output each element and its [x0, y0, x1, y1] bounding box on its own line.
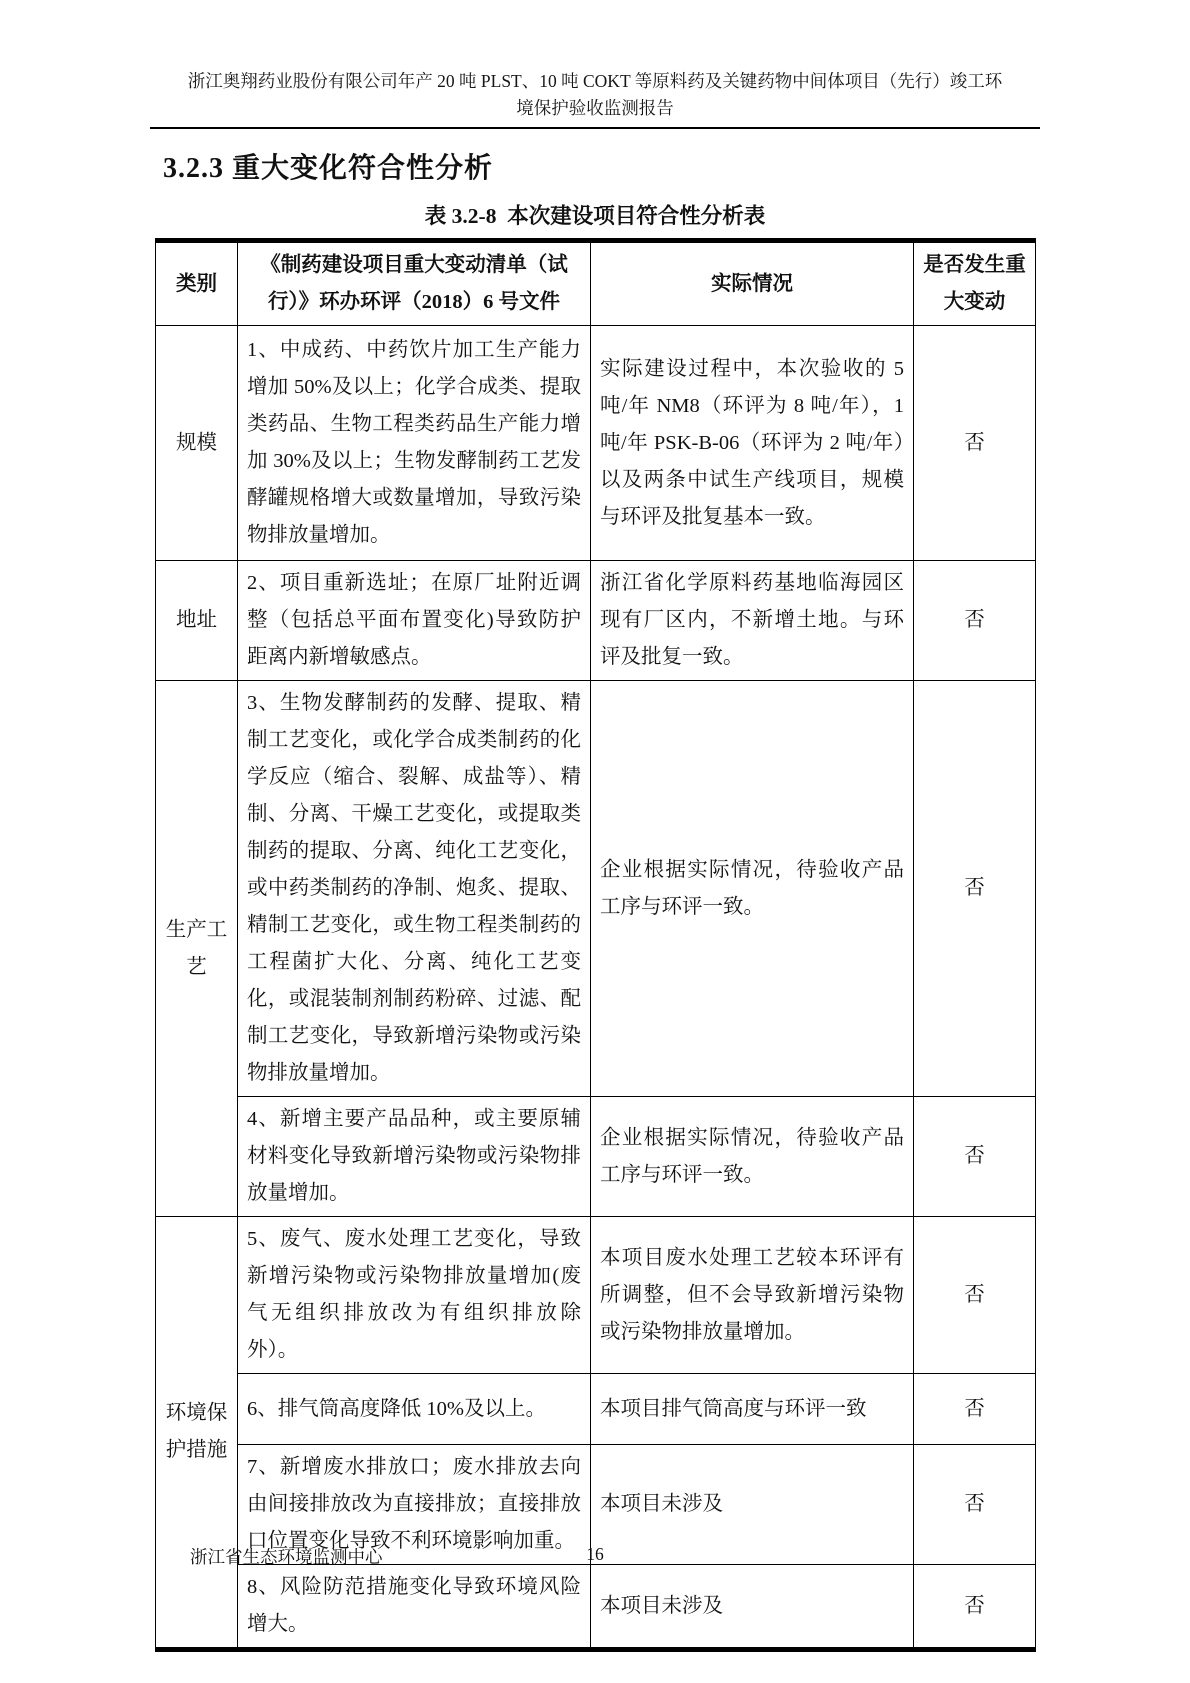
- criteria-cell: 1、中成药、中药饮片加工生产能力增加 50%及以上；化学合成类、提取类药品、生物工程类药品生产能力增加 30%及以上；生物发酵制药工艺发酵罐规格增大或数量增加，导致污染物排放量增加。: [238, 326, 591, 561]
- answer-cell: 否: [914, 561, 1036, 681]
- page-header-line1: 浙江奥翔药业股份有限公司年产 20 吨 PLST、10 吨 COKT 等原料药及关键药物中间体项目（先行）竣工环: [187, 71, 1003, 91]
- actual-cell: 企业根据实际情况，待验收产品工序与环评一致。: [591, 681, 914, 1097]
- table-row: [156, 1565, 1036, 1650]
- criteria-cell: 7、新增废水排放口；废水排放去向由间接排放改为直接排放；直接排放口位置变化导致不利环境影响加重。: [238, 1445, 591, 1565]
- answer-cell: 否: [914, 1217, 1036, 1374]
- answer-cell: 否: [914, 1445, 1036, 1565]
- category-cell-protection: 环境保护措施: [156, 1217, 238, 1650]
- answer-cell: 否: [914, 1374, 1036, 1445]
- table-row: [156, 1374, 1036, 1445]
- criteria-cell: 4、新增主要产品品种，或主要原辅材料变化导致新增污染物或污染物排放量增加。: [238, 1097, 591, 1217]
- footer-organization: 浙江省生态环境监测中心: [190, 1547, 383, 1567]
- table-row: [156, 1217, 1036, 1374]
- category-cell-scale: 规模: [156, 326, 238, 561]
- actual-cell: 浙江省化学原料药基地临海园区现有厂区内，不新增土地。与环评及批复一致。: [591, 561, 914, 681]
- answer-cell: 否: [914, 326, 1036, 561]
- table-row: [156, 561, 1036, 681]
- header-rule: [150, 127, 1040, 129]
- page-header: [75, 68, 1115, 122]
- compliance-table: [155, 238, 1036, 1652]
- answer-cell: 否: [914, 1565, 1036, 1650]
- page-header-line2: 境保护验收监测报告: [516, 98, 674, 118]
- col-header-category: 类别: [156, 241, 238, 326]
- footer-page-number: 16: [586, 1544, 604, 1564]
- criteria-cell: 6、排气筒高度降低 10%及以上。: [238, 1374, 591, 1445]
- table-title: 表 3.2-8 本次建设项目符合性分析表: [424, 204, 766, 228]
- actual-cell: 本项目未涉及: [591, 1565, 914, 1650]
- table-row: [156, 1097, 1036, 1217]
- col-header-major-change: 是否发生重大变动: [914, 241, 1036, 326]
- actual-cell: 本项目未涉及: [591, 1445, 914, 1565]
- col-header-criteria: 《制药建设项目重大变动清单（试行）》环办环评（2018）6 号文件: [238, 241, 591, 326]
- actual-cell: 实际建设过程中，本次验收的 5 吨/年 NM8（环评为 8 吨/年），1 吨/年 PSK-B-06（环评为 2 吨/年）以及两条中试生产线项目，规模与环评及批复基本一致。: [591, 326, 914, 561]
- table-header-row: [156, 241, 1036, 326]
- criteria-cell: 2、项目重新选址；在原厂址附近调整（包括总平面布置变化)导致防护距离内新增敏感点。: [238, 561, 591, 681]
- criteria-cell: 3、生物发酵制药的发酵、提取、精制工艺变化，或化学合成类制药的化学反应（缩合、裂解、成盐等）、精制、分离、干燥工艺变化，或提取类制药的提取、分离、纯化工艺变化，或中药类制药的净制、炮炙、提取、精制工艺变化，或生物工程类制药的工程菌扩大化、分离、纯化工艺变化，或混装制剂制药粉碎、过滤、配制工艺变化，导致新增污染物或污染物排放量增加。: [238, 681, 591, 1097]
- table-row: [156, 326, 1036, 561]
- table-row: [156, 681, 1036, 1097]
- actual-cell: 本项目排气筒高度与环评一致: [591, 1374, 914, 1445]
- criteria-cell: 5、废气、废水处理工艺变化，导致新增污染物或污染物排放量增加(废气无组织排放改为有组织排放除外）。: [238, 1217, 591, 1374]
- actual-cell: 企业根据实际情况，待验收产品工序与环评一致。: [591, 1097, 914, 1217]
- category-cell-address: 地址: [156, 561, 238, 681]
- col-header-actual: 实际情况: [591, 241, 914, 326]
- actual-cell: 本项目废水处理工艺较本环评有所调整，但不会导致新增污染物或污染物排放量增加。: [591, 1217, 914, 1374]
- answer-cell: 否: [914, 681, 1036, 1097]
- category-cell-process: 生产工艺: [156, 681, 238, 1217]
- answer-cell: 否: [914, 1097, 1036, 1217]
- criteria-cell: 8、风险防范措施变化导致环境风险增大。: [238, 1565, 591, 1650]
- section-title: 3.2.3 重大变化符合性分析: [163, 153, 494, 184]
